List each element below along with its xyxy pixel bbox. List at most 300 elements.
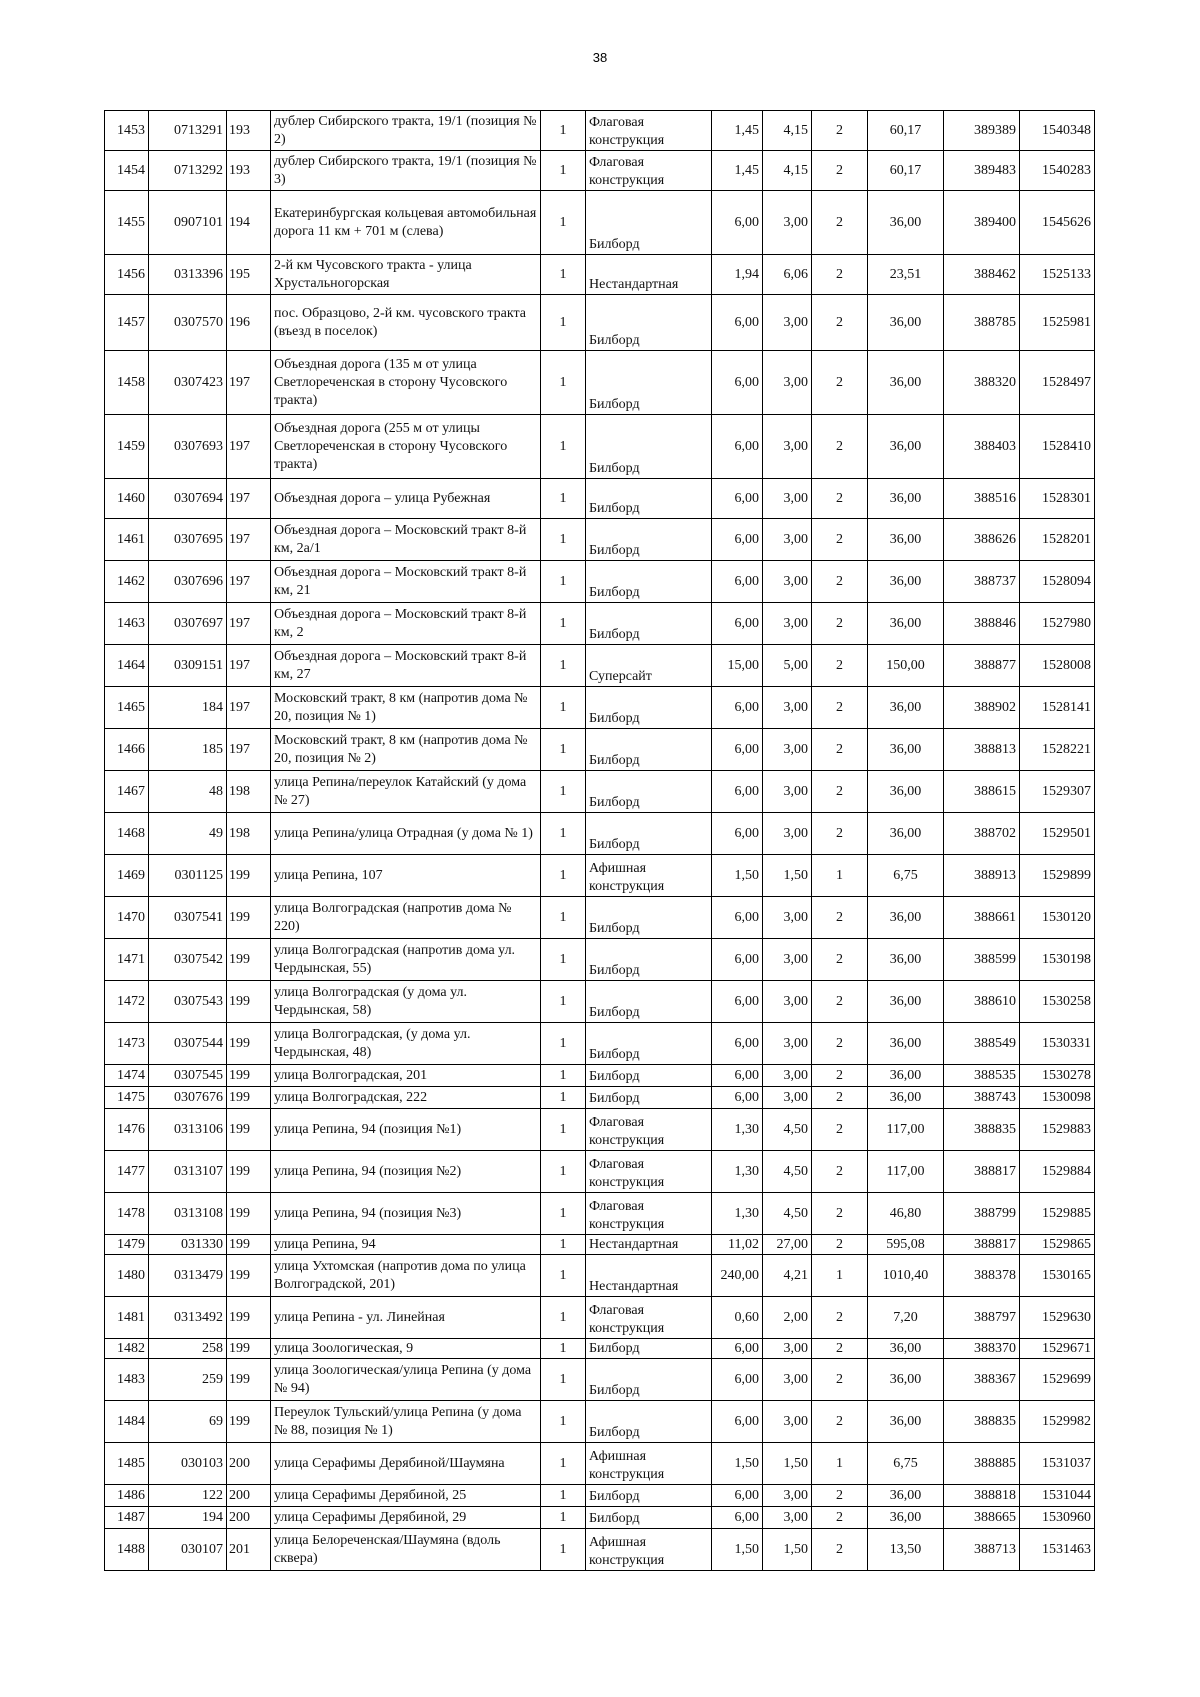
- coordinate-y-cell: 1529883: [1020, 1109, 1095, 1151]
- height-cell: 1,50: [763, 1529, 812, 1571]
- area-cell: 46,80: [868, 1193, 944, 1235]
- coordinate-x-cell: 388817: [944, 1151, 1020, 1193]
- coordinate-y-cell: 1527980: [1020, 603, 1095, 645]
- structure-type-cell: Билборд: [586, 603, 712, 645]
- sides-cell: 2: [812, 1065, 868, 1087]
- zone-cell: 199: [227, 1359, 271, 1401]
- zone-cell: 193: [227, 111, 271, 151]
- structure-code-cell: 0313492: [149, 1297, 227, 1339]
- width-cell: 1,45: [712, 151, 763, 191]
- width-cell: 6,00: [712, 1339, 763, 1359]
- table-row: [105, 111, 1095, 151]
- quantity-cell: 1: [541, 1065, 586, 1087]
- area-cell: 36,00: [868, 1087, 944, 1109]
- area-cell: 36,00: [868, 729, 944, 771]
- height-cell: 4,21: [763, 1255, 812, 1297]
- width-cell: 11,02: [712, 1235, 763, 1255]
- table-row: [105, 1359, 1095, 1401]
- coordinate-x-cell: 388818: [944, 1485, 1020, 1507]
- width-cell: 6,00: [712, 561, 763, 603]
- area-cell: 36,00: [868, 1339, 944, 1359]
- area-cell: 36,00: [868, 1485, 944, 1507]
- advertising-structures-table: [104, 110, 1095, 1571]
- structure-code-cell: 0313479: [149, 1255, 227, 1297]
- structure-type-cell: Флаговая конструкция: [586, 111, 712, 151]
- sides-cell: 2: [812, 1485, 868, 1507]
- table-row: [105, 351, 1095, 415]
- area-cell: 36,00: [868, 771, 944, 813]
- coordinate-y-cell: 1528301: [1020, 479, 1095, 519]
- coordinate-x-cell: 388913: [944, 855, 1020, 897]
- width-cell: 6,00: [712, 1401, 763, 1443]
- table-row: [105, 1443, 1095, 1485]
- structure-code-cell: 0307541: [149, 897, 227, 939]
- row-number-cell: 1464: [105, 645, 149, 687]
- address-cell: Московский тракт, 8 км (напротив дома № 20, позиция № 1): [271, 687, 541, 729]
- structure-code-cell: 0313108: [149, 1193, 227, 1235]
- structure-code-cell: 0307697: [149, 603, 227, 645]
- row-number-cell: 1481: [105, 1297, 149, 1339]
- table-row: [105, 295, 1095, 351]
- zone-cell: 199: [227, 1255, 271, 1297]
- coordinate-y-cell: 1531037: [1020, 1443, 1095, 1485]
- width-cell: 1,94: [712, 255, 763, 295]
- area-cell: 7,20: [868, 1297, 944, 1339]
- zone-cell: 197: [227, 351, 271, 415]
- table-row: [105, 191, 1095, 255]
- height-cell: 3,00: [763, 687, 812, 729]
- table-row: [105, 519, 1095, 561]
- row-number-cell: 1471: [105, 939, 149, 981]
- zone-cell: 200: [227, 1485, 271, 1507]
- area-cell: 36,00: [868, 479, 944, 519]
- structure-type-cell: Флаговая конструкция: [586, 1109, 712, 1151]
- structure-type-cell: Билборд: [586, 351, 712, 415]
- quantity-cell: 1: [541, 981, 586, 1023]
- structure-code-cell: 030107: [149, 1529, 227, 1571]
- height-cell: 3,00: [763, 1339, 812, 1359]
- height-cell: 3,00: [763, 479, 812, 519]
- row-number-cell: 1458: [105, 351, 149, 415]
- coordinate-x-cell: 388835: [944, 1109, 1020, 1151]
- coordinate-x-cell: 388549: [944, 1023, 1020, 1065]
- quantity-cell: 1: [541, 151, 586, 191]
- table-row: [105, 1255, 1095, 1297]
- structure-type-cell: Билборд: [586, 771, 712, 813]
- address-cell: Объездная дорога – Московский тракт 8-й км, 2: [271, 603, 541, 645]
- address-cell: дублер Сибирского тракта, 19/1 (позиция № 3): [271, 151, 541, 191]
- row-number-cell: 1485: [105, 1443, 149, 1485]
- quantity-cell: 1: [541, 255, 586, 295]
- row-number-cell: 1473: [105, 1023, 149, 1065]
- structure-type-cell: Билборд: [586, 519, 712, 561]
- structure-type-cell: Нестандартная: [586, 1255, 712, 1297]
- structure-code-cell: 0713291: [149, 111, 227, 151]
- sides-cell: 2: [812, 1109, 868, 1151]
- area-cell: 36,00: [868, 981, 944, 1023]
- coordinate-x-cell: 388877: [944, 645, 1020, 687]
- table-row: [105, 771, 1095, 813]
- height-cell: 3,00: [763, 351, 812, 415]
- structure-type-cell: Афишная конструкция: [586, 855, 712, 897]
- height-cell: 4,15: [763, 111, 812, 151]
- height-cell: 3,00: [763, 813, 812, 855]
- structure-type-cell: Нестандартная: [586, 255, 712, 295]
- row-number-cell: 1476: [105, 1109, 149, 1151]
- area-cell: 117,00: [868, 1151, 944, 1193]
- structure-type-cell: Билборд: [586, 981, 712, 1023]
- structure-code-cell: 0307544: [149, 1023, 227, 1065]
- structure-code-cell: 0301125: [149, 855, 227, 897]
- row-number-cell: 1488: [105, 1529, 149, 1571]
- address-cell: Объездная дорога (255 м от улицы Светлореченская в сторону Чусовского тракта): [271, 415, 541, 479]
- sides-cell: 2: [812, 981, 868, 1023]
- coordinate-y-cell: 1528410: [1020, 415, 1095, 479]
- coordinate-x-cell: 388813: [944, 729, 1020, 771]
- zone-cell: 197: [227, 645, 271, 687]
- height-cell: 4,50: [763, 1193, 812, 1235]
- table-row: [105, 1087, 1095, 1109]
- structure-type-cell: Билборд: [586, 415, 712, 479]
- height-cell: 3,00: [763, 295, 812, 351]
- area-cell: 36,00: [868, 1065, 944, 1087]
- structure-type-cell: Билборд: [586, 561, 712, 603]
- width-cell: 6,00: [712, 939, 763, 981]
- structure-code-cell: 0307695: [149, 519, 227, 561]
- sides-cell: 2: [812, 191, 868, 255]
- zone-cell: 201: [227, 1529, 271, 1571]
- coordinate-y-cell: 1530331: [1020, 1023, 1095, 1065]
- structure-code-cell: 0307570: [149, 295, 227, 351]
- sides-cell: 2: [812, 603, 868, 645]
- width-cell: 6,00: [712, 1023, 763, 1065]
- area-cell: 13,50: [868, 1529, 944, 1571]
- row-number-cell: 1463: [105, 603, 149, 645]
- coordinate-y-cell: 1529884: [1020, 1151, 1095, 1193]
- height-cell: 1,50: [763, 1443, 812, 1485]
- structure-type-cell: Афишная конструкция: [586, 1529, 712, 1571]
- area-cell: 36,00: [868, 1507, 944, 1529]
- height-cell: 3,00: [763, 729, 812, 771]
- zone-cell: 194: [227, 191, 271, 255]
- structure-code-cell: 49: [149, 813, 227, 855]
- structure-code-cell: 69: [149, 1401, 227, 1443]
- zone-cell: 197: [227, 603, 271, 645]
- coordinate-y-cell: 1528141: [1020, 687, 1095, 729]
- sides-cell: 2: [812, 1507, 868, 1529]
- coordinate-x-cell: 388799: [944, 1193, 1020, 1235]
- quantity-cell: 1: [541, 1151, 586, 1193]
- coordinate-y-cell: 1529501: [1020, 813, 1095, 855]
- address-cell: улица Зоологическая, 9: [271, 1339, 541, 1359]
- address-cell: Объездная дорога – улица Рубежная: [271, 479, 541, 519]
- quantity-cell: 1: [541, 415, 586, 479]
- address-cell: Переулок Тульский/улица Репина (у дома № 88, позиция № 1): [271, 1401, 541, 1443]
- zone-cell: 197: [227, 561, 271, 603]
- row-number-cell: 1478: [105, 1193, 149, 1235]
- coordinate-x-cell: 388535: [944, 1065, 1020, 1087]
- address-cell: дублер Сибирского тракта, 19/1 (позиция № 2): [271, 111, 541, 151]
- address-cell: улица Серафимы Дерябиной, 25: [271, 1485, 541, 1507]
- height-cell: 3,00: [763, 981, 812, 1023]
- structure-type-cell: Билборд: [586, 729, 712, 771]
- table-body: [105, 111, 1095, 1571]
- coordinate-x-cell: 389389: [944, 111, 1020, 151]
- coordinate-x-cell: 388367: [944, 1359, 1020, 1401]
- address-cell: улица Волгоградская (напротив дома ул. Чердынская, 55): [271, 939, 541, 981]
- coordinate-y-cell: 1531463: [1020, 1529, 1095, 1571]
- height-cell: 2,00: [763, 1297, 812, 1339]
- height-cell: 5,00: [763, 645, 812, 687]
- address-cell: Объездная дорога – Московский тракт 8-й км, 2а/1: [271, 519, 541, 561]
- coordinate-x-cell: 388846: [944, 603, 1020, 645]
- row-number-cell: 1475: [105, 1087, 149, 1109]
- structure-type-cell: Флаговая конструкция: [586, 151, 712, 191]
- quantity-cell: 1: [541, 1507, 586, 1529]
- coordinate-x-cell: 388610: [944, 981, 1020, 1023]
- coordinate-x-cell: 388665: [944, 1507, 1020, 1529]
- quantity-cell: 1: [541, 1529, 586, 1571]
- coordinate-y-cell: 1529671: [1020, 1339, 1095, 1359]
- coordinate-y-cell: 1531044: [1020, 1485, 1095, 1507]
- row-number-cell: 1453: [105, 111, 149, 151]
- zone-cell: 199: [227, 855, 271, 897]
- structure-code-cell: 0307676: [149, 1087, 227, 1109]
- structure-code-cell: 0309151: [149, 645, 227, 687]
- zone-cell: 193: [227, 151, 271, 191]
- table-row: [105, 151, 1095, 191]
- table-row: [105, 981, 1095, 1023]
- height-cell: 6,06: [763, 255, 812, 295]
- height-cell: 3,00: [763, 771, 812, 813]
- area-cell: 595,08: [868, 1235, 944, 1255]
- coordinate-y-cell: 1530120: [1020, 897, 1095, 939]
- height-cell: 3,00: [763, 1507, 812, 1529]
- area-cell: 36,00: [868, 939, 944, 981]
- quantity-cell: 1: [541, 1297, 586, 1339]
- row-number-cell: 1487: [105, 1507, 149, 1529]
- table-row: [105, 855, 1095, 897]
- structure-type-cell: Билборд: [586, 1485, 712, 1507]
- zone-cell: 197: [227, 729, 271, 771]
- address-cell: улица Ухтомская (напротив дома по улица Волгоградской, 201): [271, 1255, 541, 1297]
- coordinate-x-cell: 388599: [944, 939, 1020, 981]
- area-cell: 36,00: [868, 561, 944, 603]
- coordinate-x-cell: 388626: [944, 519, 1020, 561]
- zone-cell: 199: [227, 1401, 271, 1443]
- sides-cell: 2: [812, 939, 868, 981]
- structure-type-cell: Билборд: [586, 939, 712, 981]
- structure-type-cell: Билборд: [586, 479, 712, 519]
- quantity-cell: 1: [541, 687, 586, 729]
- coordinate-x-cell: 388737: [944, 561, 1020, 603]
- width-cell: 6,00: [712, 687, 763, 729]
- height-cell: 27,00: [763, 1235, 812, 1255]
- width-cell: 240,00: [712, 1255, 763, 1297]
- structure-code-cell: 258: [149, 1339, 227, 1359]
- height-cell: 3,00: [763, 897, 812, 939]
- zone-cell: 198: [227, 813, 271, 855]
- coordinate-x-cell: 388661: [944, 897, 1020, 939]
- coordinate-y-cell: 1528008: [1020, 645, 1095, 687]
- height-cell: 4,50: [763, 1109, 812, 1151]
- sides-cell: 2: [812, 1529, 868, 1571]
- row-number-cell: 1480: [105, 1255, 149, 1297]
- structure-type-cell: Суперсайт: [586, 645, 712, 687]
- area-cell: 6,75: [868, 855, 944, 897]
- area-cell: 36,00: [868, 1401, 944, 1443]
- address-cell: улица Репина, 94 (позиция №3): [271, 1193, 541, 1235]
- quantity-cell: 1: [541, 771, 586, 813]
- quantity-cell: 1: [541, 603, 586, 645]
- quantity-cell: 1: [541, 561, 586, 603]
- coordinate-y-cell: 1545626: [1020, 191, 1095, 255]
- coordinate-x-cell: 388817: [944, 1235, 1020, 1255]
- quantity-cell: 1: [541, 1023, 586, 1065]
- table-row: [105, 1193, 1095, 1235]
- row-number-cell: 1466: [105, 729, 149, 771]
- address-cell: улица Волгоградская, 201: [271, 1065, 541, 1087]
- zone-cell: 199: [227, 1193, 271, 1235]
- sides-cell: 2: [812, 519, 868, 561]
- table-row: [105, 897, 1095, 939]
- table-row: [105, 939, 1095, 981]
- address-cell: 2-й км Чусовского тракта - улица Хрустальногорская: [271, 255, 541, 295]
- structure-type-cell: Нестандартная: [586, 1235, 712, 1255]
- sides-cell: 2: [812, 1297, 868, 1339]
- coordinate-x-cell: 388378: [944, 1255, 1020, 1297]
- structure-code-cell: 122: [149, 1485, 227, 1507]
- address-cell: улица Волгоградская, 222: [271, 1087, 541, 1109]
- coordinate-x-cell: 388615: [944, 771, 1020, 813]
- width-cell: 1,50: [712, 1529, 763, 1571]
- table-row: [105, 479, 1095, 519]
- quantity-cell: 1: [541, 1359, 586, 1401]
- quantity-cell: 1: [541, 1485, 586, 1507]
- address-cell: улица Репина, 94 (позиция №2): [271, 1151, 541, 1193]
- quantity-cell: 1: [541, 897, 586, 939]
- width-cell: 15,00: [712, 645, 763, 687]
- structure-type-cell: Флаговая конструкция: [586, 1151, 712, 1193]
- zone-cell: 197: [227, 415, 271, 479]
- height-cell: 3,00: [763, 1359, 812, 1401]
- structure-code-cell: 0307693: [149, 415, 227, 479]
- table-row: [105, 1235, 1095, 1255]
- row-number-cell: 1484: [105, 1401, 149, 1443]
- coordinate-x-cell: 388702: [944, 813, 1020, 855]
- structure-type-cell: Билборд: [586, 1507, 712, 1529]
- sides-cell: 2: [812, 111, 868, 151]
- structure-code-cell: 0307696: [149, 561, 227, 603]
- quantity-cell: 1: [541, 1087, 586, 1109]
- coordinate-y-cell: 1529699: [1020, 1359, 1095, 1401]
- sides-cell: 2: [812, 729, 868, 771]
- width-cell: 6,00: [712, 415, 763, 479]
- address-cell: улица Волгоградская (напротив дома № 220): [271, 897, 541, 939]
- row-number-cell: 1456: [105, 255, 149, 295]
- quantity-cell: 1: [541, 479, 586, 519]
- sides-cell: 2: [812, 415, 868, 479]
- structure-type-cell: Билборд: [586, 813, 712, 855]
- structure-type-cell: Билборд: [586, 687, 712, 729]
- structure-code-cell: 0307423: [149, 351, 227, 415]
- structure-code-cell: 0313396: [149, 255, 227, 295]
- row-number-cell: 1460: [105, 479, 149, 519]
- sides-cell: 1: [812, 1255, 868, 1297]
- structure-code-cell: 48: [149, 771, 227, 813]
- area-cell: 36,00: [868, 351, 944, 415]
- sides-cell: 2: [812, 687, 868, 729]
- zone-cell: 198: [227, 771, 271, 813]
- row-number-cell: 1461: [105, 519, 149, 561]
- address-cell: улица Репина, 94: [271, 1235, 541, 1255]
- coordinate-x-cell: 389483: [944, 151, 1020, 191]
- structure-type-cell: Билборд: [586, 1023, 712, 1065]
- sides-cell: 2: [812, 255, 868, 295]
- quantity-cell: 1: [541, 813, 586, 855]
- row-number-cell: 1474: [105, 1065, 149, 1087]
- zone-cell: 199: [227, 1297, 271, 1339]
- area-cell: 36,00: [868, 191, 944, 255]
- table-row: [105, 1109, 1095, 1151]
- address-cell: Екатеринбургская кольцевая автомобильная дорога 11 км + 701 м (слева): [271, 191, 541, 255]
- width-cell: 6,00: [712, 519, 763, 561]
- zone-cell: 199: [227, 1065, 271, 1087]
- coordinate-y-cell: 1528201: [1020, 519, 1095, 561]
- sides-cell: 2: [812, 813, 868, 855]
- quantity-cell: 1: [541, 645, 586, 687]
- zone-cell: 199: [227, 1339, 271, 1359]
- address-cell: Московский тракт, 8 км (напротив дома № 20, позиция № 2): [271, 729, 541, 771]
- quantity-cell: 1: [541, 1443, 586, 1485]
- coordinate-x-cell: 388785: [944, 295, 1020, 351]
- sides-cell: 2: [812, 1339, 868, 1359]
- table-row: [105, 603, 1095, 645]
- structure-type-cell: Афишная конструкция: [586, 1443, 712, 1485]
- row-number-cell: 1486: [105, 1485, 149, 1507]
- structure-code-cell: 0307694: [149, 479, 227, 519]
- sides-cell: 2: [812, 1401, 868, 1443]
- row-number-cell: 1482: [105, 1339, 149, 1359]
- zone-cell: 197: [227, 687, 271, 729]
- area-cell: 36,00: [868, 687, 944, 729]
- structure-type-cell: Билборд: [586, 1087, 712, 1109]
- row-number-cell: 1483: [105, 1359, 149, 1401]
- structure-code-cell: 0713292: [149, 151, 227, 191]
- structure-type-cell: Билборд: [586, 897, 712, 939]
- zone-cell: 200: [227, 1443, 271, 1485]
- area-cell: 36,00: [868, 519, 944, 561]
- table-row: [105, 1485, 1095, 1507]
- width-cell: 6,00: [712, 897, 763, 939]
- table-row: [105, 1297, 1095, 1339]
- structure-code-cell: 0307542: [149, 939, 227, 981]
- address-cell: улица Серафимы Дерябиной/Шаумяна: [271, 1443, 541, 1485]
- address-cell: улица Белореченская/Шаумяна (вдоль сквера): [271, 1529, 541, 1571]
- page-number: 38: [592, 50, 608, 65]
- height-cell: 4,15: [763, 151, 812, 191]
- sides-cell: 2: [812, 479, 868, 519]
- area-cell: 36,00: [868, 1359, 944, 1401]
- coordinate-y-cell: 1530278: [1020, 1065, 1095, 1087]
- area-cell: 60,17: [868, 111, 944, 151]
- structure-code-cell: 0307543: [149, 981, 227, 1023]
- coordinate-y-cell: 1540348: [1020, 111, 1095, 151]
- sides-cell: 2: [812, 1359, 868, 1401]
- address-cell: улица Репина, 107: [271, 855, 541, 897]
- height-cell: 3,00: [763, 1401, 812, 1443]
- table-row: [105, 645, 1095, 687]
